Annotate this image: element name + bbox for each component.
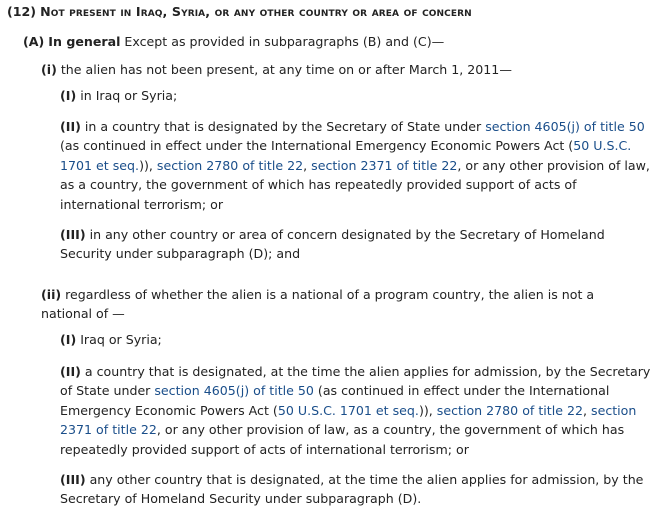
subparagraph-heading: In general — [48, 34, 121, 49]
subclause-number: (I) — [60, 88, 77, 103]
subclause-i-2 — [60, 330, 657, 349]
subclause-text: )), — [139, 157, 157, 173]
subclause-iii-1 — [60, 225, 652, 264]
clause-text: regardless of whether the alien is a national of a program country, the alien is not a national of — — [41, 287, 595, 322]
paragraph-number: (12) — [7, 4, 37, 19]
subclause-number: (III) — [60, 472, 86, 487]
subclause-text: in a country that is designated by the Secretary of State under — [80, 119, 486, 134]
clause-i — [41, 60, 657, 79]
subclause-text: in Iraq or Syria; — [76, 88, 178, 103]
subclause-text: Iraq or Syria; — [76, 332, 162, 347]
subclause-ii-1 — [60, 117, 652, 214]
link-section-4605j-title-50[interactable]: section 4605(j) of title 50 — [154, 383, 314, 399]
link-50-usc-1701[interactable]: 50 U.S.C. 1701 et seq. — [277, 402, 419, 418]
subclause-i-1 — [60, 86, 657, 105]
subclause-text: , or any other provision of law, as a country, the government of which has repeatedly provided support of acts of international terrorism; or — [60, 157, 650, 212]
subclause-iii-2 — [60, 470, 652, 509]
subclause-ii-2 — [60, 362, 652, 459]
subparagraph-a — [23, 32, 657, 51]
subclause-text: , — [303, 157, 312, 173]
subclause-number: (II) — [60, 364, 81, 379]
link-section-2780-title-22[interactable]: section 2780 of title 22 — [156, 157, 304, 173]
subclause-text: in any other country or area of concern designated by the Secretary of Homeland Security under subparagraph (D); and — [60, 227, 605, 262]
clause-number: (i) — [41, 62, 57, 77]
clause-number: (ii) — [41, 287, 62, 302]
subclause-text: , — [583, 402, 592, 418]
link-section-2780-title-22[interactable]: section 2780 of title 22 — [436, 402, 583, 418]
paragraph-12 — [7, 2, 657, 21]
paragraph-heading: Not present in Iraq, Syria, or any other country or area of concern — [40, 4, 472, 19]
link-50-usc-1701[interactable]: 50 U.S.C. 1701 et seq. — [60, 138, 632, 173]
subclause-number: (II) — [60, 119, 81, 134]
subclause-number: (III) — [60, 227, 86, 242]
clause-text: the alien has not been present, at any time on or after March 1, 2011— — [56, 62, 512, 77]
subclause-text: , or any other provision of law, as a country, the government of which has repeatedly provided support of acts of international terrorism; or — [60, 422, 625, 457]
subclause-text: (as continued in effect under the International Emergency Economic Powers Act ( — [60, 138, 574, 154]
link-section-2371-title-22[interactable]: section 2371 of title 22 — [60, 402, 637, 438]
subclause-text: )), — [418, 402, 437, 418]
clause-ii — [41, 285, 645, 324]
subclause-text: (as continued in effect under the International Emergency Economic Powers Act ( — [60, 383, 610, 418]
link-section-4605j-title-50[interactable]: section 4605(j) of title 50 — [485, 119, 645, 134]
subparagraph-number: (A) — [23, 34, 45, 49]
subparagraph-text: Except as provided in subparagraphs (B) and (C)— — [120, 34, 445, 49]
subclause-text: any other country that is designated, at the time the alien applies for admission, by the Secretary of Homeland Security under subparagraph (D). — [60, 472, 644, 507]
subclause-text: a country that is designated, at the time the alien applies for admission, by the Secretary of State under — [60, 364, 651, 399]
link-section-2371-title-22[interactable]: section 2371 of title 22 — [311, 157, 458, 173]
subclause-number: (I) — [60, 332, 77, 347]
